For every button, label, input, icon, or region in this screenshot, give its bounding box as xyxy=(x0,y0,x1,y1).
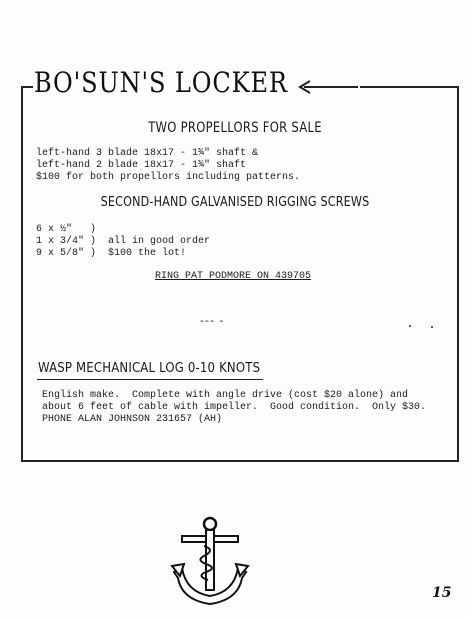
propellor-price-line: $100 for both propellors including patterns. xyxy=(36,172,301,183)
propellors-details xyxy=(36,148,300,184)
log-line: English make. Complete with angle drive (cost $20 alone) and xyxy=(42,390,409,401)
page-number: 15 xyxy=(432,585,452,601)
anchor-icon xyxy=(168,516,252,606)
rigging-line: 6 x ½" ) xyxy=(36,224,97,235)
section-divider: --- - xyxy=(200,314,225,327)
rigging-heading: SECOND-HAND GALVANISED RIGGING SCREWS xyxy=(100,195,370,210)
box-top-border-right xyxy=(360,86,459,88)
propellor-line: left-hand 3 blade 18x17 - 1¾" shaft & xyxy=(36,148,259,159)
propellors-heading: TWO PROPELLORS FOR SALE xyxy=(148,120,322,136)
speck xyxy=(409,325,411,327)
rigging-line: 1 x 3/4" ) all in good order xyxy=(36,236,211,247)
left-arrow-icon xyxy=(296,80,358,94)
log-line: about 6 feet of cable with impeller. Good condition. Only $30. xyxy=(42,402,427,413)
log-details xyxy=(42,390,426,426)
log-heading: WASP MECHANICAL LOG 0-10 KNOTS xyxy=(38,361,261,376)
log-contact-line: PHONE ALAN JOHNSON 231657 (AH) xyxy=(42,414,223,425)
rigging-details xyxy=(36,224,210,260)
log-heading-underline xyxy=(37,379,263,380)
propellor-line: left-hand 2 blade 18x17 - 1¾" shaft xyxy=(36,160,247,171)
box-top-border-left xyxy=(21,86,33,88)
section-title: BO'SUN'S LOCKER xyxy=(34,66,288,99)
rigging-contact: RING PAT PODMORE ON 439705 xyxy=(155,271,312,282)
rigging-line: 9 x 5/8" ) $100 the lot! xyxy=(36,248,187,259)
speck xyxy=(431,326,433,328)
